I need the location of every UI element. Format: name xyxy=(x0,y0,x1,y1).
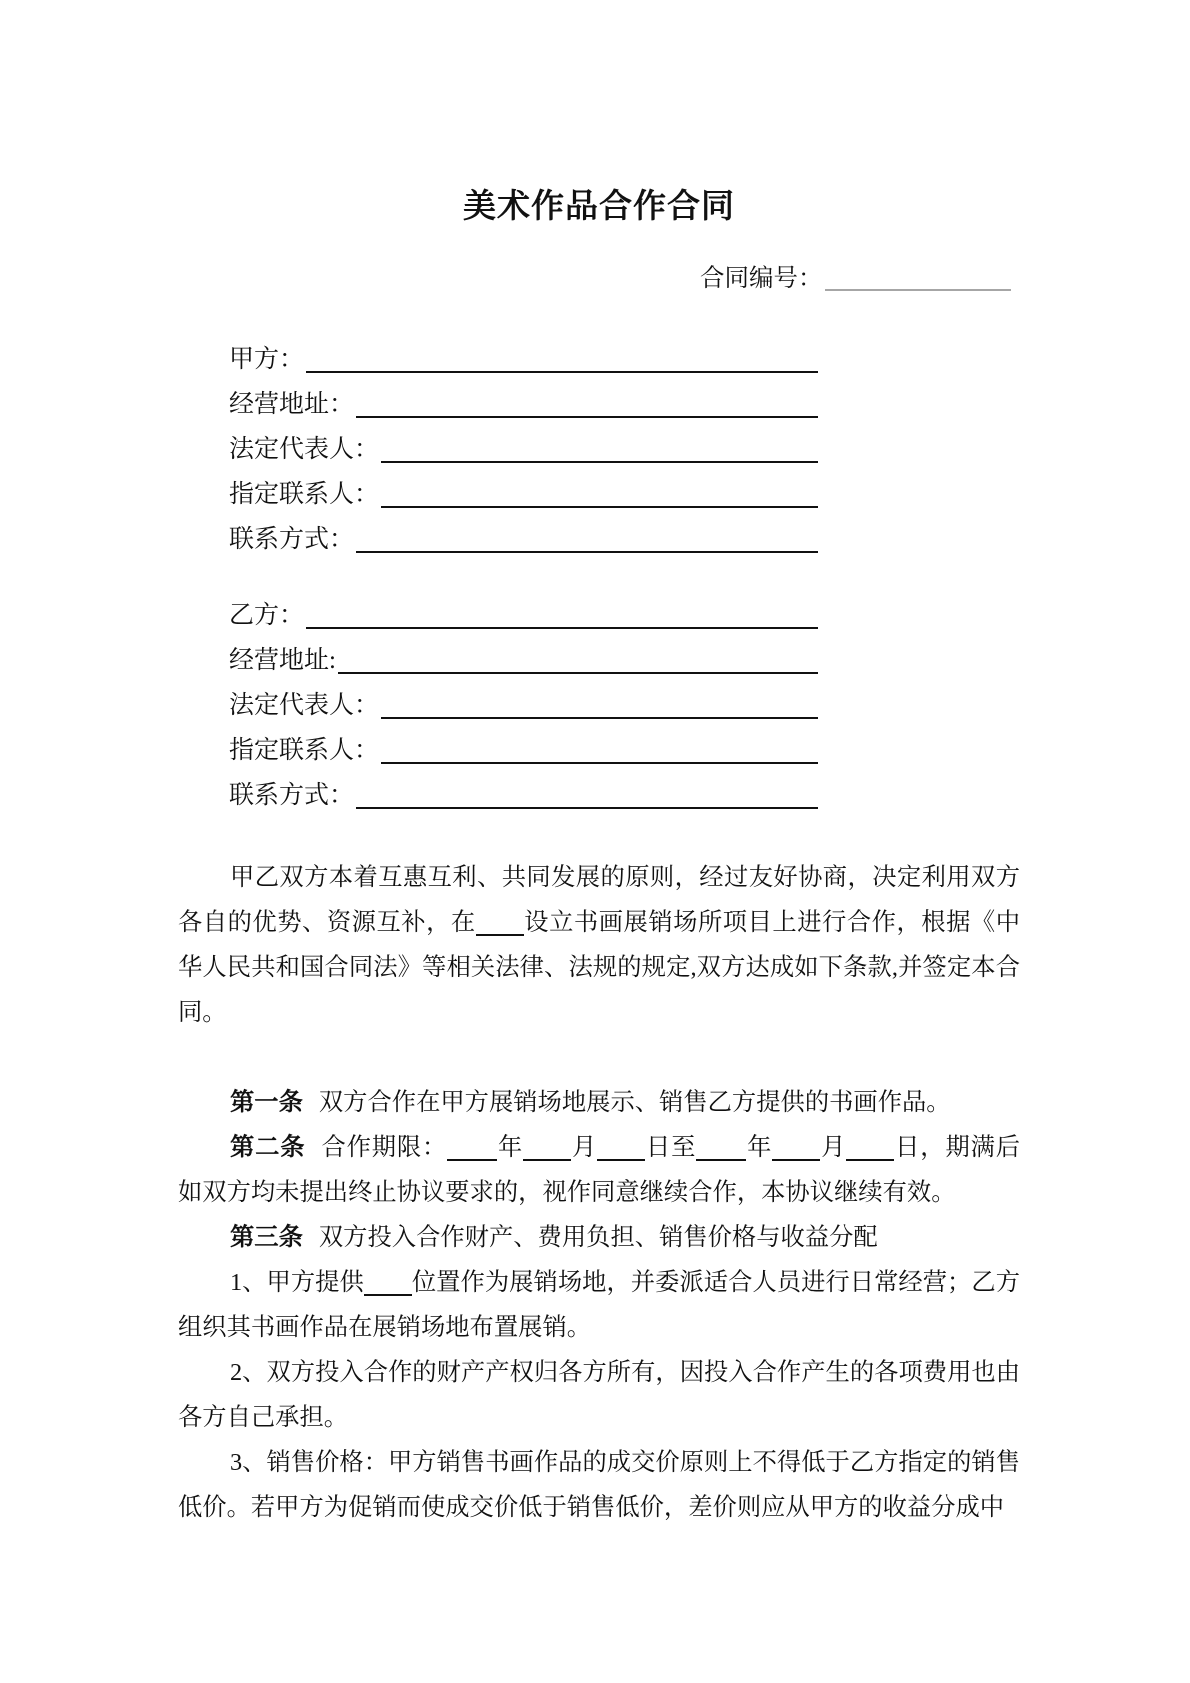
fill-in-blank xyxy=(696,1157,746,1161)
party-a-address-underline xyxy=(356,416,818,418)
party-a-contact-method-row xyxy=(178,512,818,557)
party-a-legal-rep-row xyxy=(178,422,818,467)
party-b-legal-rep-underline xyxy=(381,717,818,719)
clause-number: 第三条 xyxy=(230,1224,303,1251)
party-b-address-underline xyxy=(338,672,818,674)
party-b-name-underline xyxy=(306,627,818,629)
clause-3-item-1-paragraph: 1、甲方提供 位置作为展销场地，并委派适合人员进行日常经营；乙方组织其书画作品在展销场地布置展销。 xyxy=(178,1269,1021,1341)
fill-in-blank xyxy=(447,1157,497,1161)
party-b-contact-method-label: 联系方式： xyxy=(229,782,355,809)
fill-in-blank xyxy=(772,1157,820,1161)
party-b-contact-person-label: 指定联系人： xyxy=(229,737,380,764)
contract-number-row xyxy=(700,260,1020,298)
party-a-name-row xyxy=(178,332,818,377)
fill-in-blank xyxy=(597,1157,645,1161)
party-a-contact-person-label: 指定联系人： xyxy=(229,481,380,508)
contract-number-label: 合同编号： xyxy=(700,265,823,292)
clause-number: 第二条 xyxy=(230,1134,306,1161)
document-title: 美术作品合作合同 xyxy=(463,187,735,224)
party-a-contact-method-underline xyxy=(356,551,818,553)
fill-in-blank xyxy=(523,1157,571,1161)
clause-3-item-3-paragraph: 3、销售价格：甲方销售书画作品的成交价原则上不得低于乙方指定的销售低价。若甲方为促销而使成交价低于销售低价，差价则应从甲方的收益分成中 xyxy=(178,1449,1020,1521)
contract-body xyxy=(178,855,1020,1530)
clause-2-paragraph: 第二条 合作期限： 年 月 日至 年 月 日，期满后如双方均未提出终止协议要求的，视作同意继续合作，本协议继续有效。 xyxy=(178,1134,1021,1206)
clause-3-item-2-paragraph: 2、双方投入合作的财产产权归各方所有，因投入合作产生的各项费用也由各方自己承担。 xyxy=(178,1359,1020,1431)
party-a-contact-method-label: 联系方式： xyxy=(229,526,355,553)
party-b-legal-rep-row xyxy=(178,678,818,723)
party-b-legal-rep-label: 法定代表人： xyxy=(229,692,380,719)
party-b-name-row xyxy=(178,588,818,633)
party-a-legal-rep-underline xyxy=(381,461,818,463)
fill-in-blank xyxy=(476,932,524,936)
party-b-section xyxy=(178,588,818,813)
party-a-address-row xyxy=(178,377,818,422)
party-a-address-label: 经营地址： xyxy=(229,391,355,418)
clause-3-paragraph: 第三条 双方投入合作财产、费用负担、销售价格与收益分配 xyxy=(230,1224,878,1251)
clause-1-paragraph: 第一条 双方合作在甲方展销场地展示、销售乙方提供的书画作品。 xyxy=(230,1089,951,1116)
party-b-contact-method-row xyxy=(178,768,818,813)
fill-in-blank xyxy=(364,1292,412,1296)
party-b-name-label: 乙方： xyxy=(229,602,305,629)
fill-in-blank xyxy=(846,1157,894,1161)
party-a-section xyxy=(178,332,818,557)
party-b-address-label: 经营地址: xyxy=(229,647,336,674)
party-a-contact-person-underline xyxy=(381,506,818,508)
party-a-legal-rep-label: 法定代表人： xyxy=(229,436,380,463)
party-a-name-underline xyxy=(306,371,818,373)
preamble-paragraph: 甲乙双方本着互惠互利、共同发展的原则，经过友好协商，决定利用双方各自的优势、资源互补，在 设立书画展销场所项目上进行合作，根据《中华人民共和国合同法》等相关法律、法规的规定,双方达成如下条款,并签定本合同。 xyxy=(178,864,1020,1026)
clause-number: 第一条 xyxy=(230,1089,303,1116)
party-b-address-row xyxy=(178,633,818,678)
party-b-contact-method-underline xyxy=(356,807,818,809)
contract-number-blank-line xyxy=(825,287,1011,291)
party-b-contact-person-underline xyxy=(381,762,818,764)
party-b-contact-person-row xyxy=(178,723,818,768)
party-a-contact-person-row xyxy=(178,467,818,512)
party-a-name-label: 甲方： xyxy=(229,346,305,373)
